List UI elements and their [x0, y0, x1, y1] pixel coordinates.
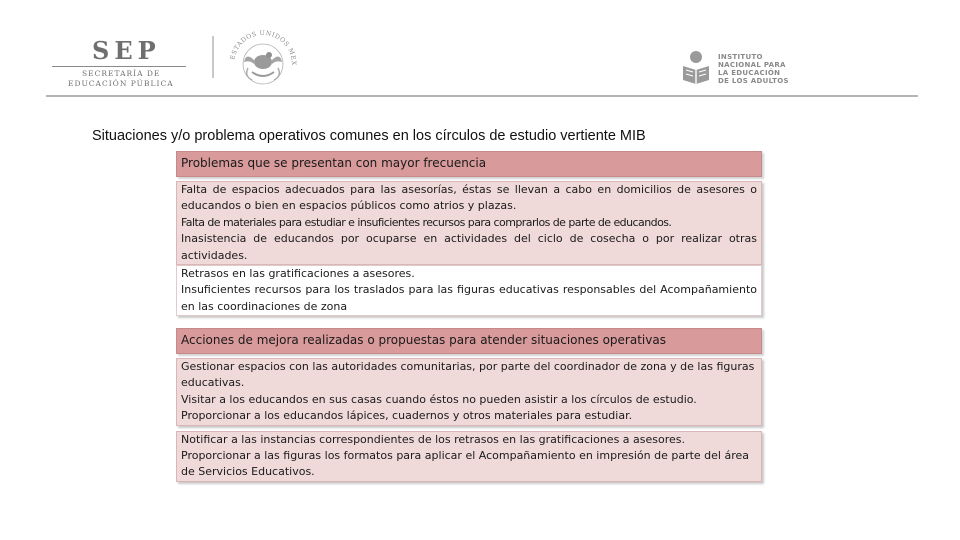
actions-section — [176, 328, 762, 482]
problem-item: Retrasos en las gratificaciones a asesores. — [181, 267, 415, 281]
actions-block-secondary — [176, 431, 762, 482]
problems-body — [176, 181, 762, 316]
problem-item: Falta de materiales para estudiar e insuficientes recursos para comprarlos de parte de educandos. — [181, 215, 672, 229]
inea-reader-icon — [680, 50, 712, 84]
action-item: Gestionar espacios con las autoridades comunitarias, por parte del coordinador de zona y de las figuras educativas. — [181, 360, 755, 390]
problems-block — [176, 181, 762, 265]
national-seal-icon — [222, 24, 304, 88]
inea-line-3: LA EDUCACIÓN — [718, 69, 781, 77]
problem-item: Falta de espacios adecuados para las asesorías, éstas se llevan a cabo en domicilios de asesores o educandos o bien en espacios públicos como atrios y plazas. — [181, 183, 757, 213]
inea-line-4: DE LOS ADULTOS — [718, 77, 789, 85]
action-item: Visitar a los educandos en sus casas cuando éstos no pueden asistir a los círculos de estudio. — [181, 392, 697, 406]
problem-item: Inasistencia de educandos por ocuparse en actividades del ciclo de cosecha o por realizar otras actividades. — [181, 232, 757, 262]
sep-wordmark: SEP — [92, 36, 161, 65]
action-item: Proporcionar a las figuras los formatos para aplicar el Acompañamiento en impresión de parte del área de Servicios Educativos. — [181, 449, 749, 479]
inea-line-1: INSTITUTO — [718, 53, 763, 61]
action-item: Proporcionar a los educandos lápices, cuadernos y otros materiales para estudiar. — [181, 409, 633, 423]
sep-logo — [52, 36, 197, 88]
actions-heading: Acciones de mejora realizadas o propuestas para atender situaciones operativas — [176, 328, 762, 354]
seal-caption: ESTADOS UNIDOS MEX — [229, 29, 298, 66]
inea-logo — [680, 50, 820, 90]
sep-subline-2: EDUCACIÓN PÚBLICA — [68, 79, 174, 88]
sep-logo-rule — [52, 66, 186, 67]
logo-divider — [212, 36, 214, 78]
inea-wordmark — [718, 53, 789, 85]
problems-heading: Problemas que se presentan con mayor frecuencia — [176, 151, 762, 177]
actions-body — [176, 358, 762, 482]
problem-item: Insuficientes recursos para los traslados para las figuras educativas responsables del Acompañamiento en las coordinaciones de zona — [181, 283, 757, 313]
problems-section — [176, 151, 762, 316]
action-item: Notificar a las instancias correspondientes de los retrasos en las gratificaciones a asesores. — [181, 432, 686, 446]
sep-subline-1: SECRETARÍA DE — [82, 69, 161, 78]
page-title: Situaciones y/o problema operativos comunes en los círculos de estudio vertiente MIB — [92, 128, 646, 144]
header-rule — [46, 95, 918, 97]
inea-line-2: NACIONAL PARA — [718, 61, 786, 69]
actions-block — [176, 358, 762, 426]
problems-block-secondary — [176, 265, 762, 316]
